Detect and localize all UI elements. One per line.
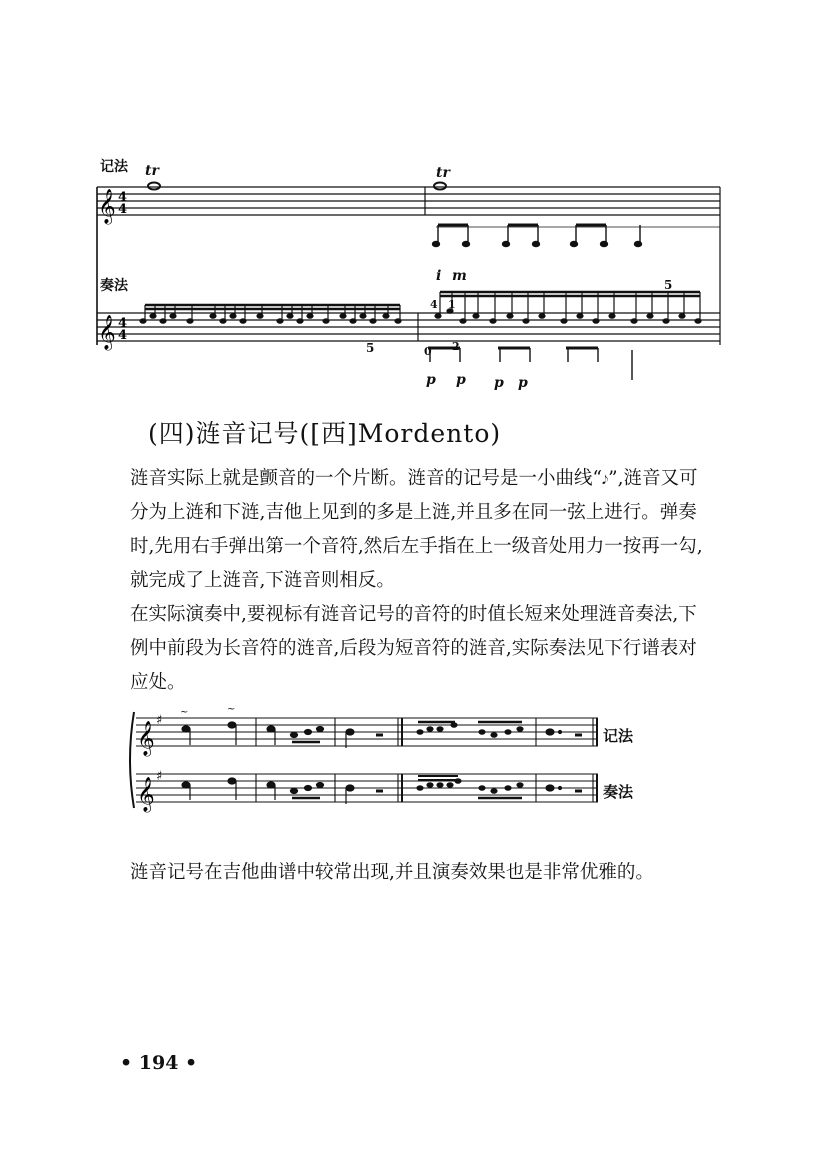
body-text	[130, 462, 715, 598]
section-heading: (四)涟音记号([西]Mordento)	[148, 419, 502, 448]
treble-clef: 𝄞	[98, 189, 116, 224]
pluck-p: p	[518, 375, 528, 391]
time-sig: 4	[118, 316, 128, 331]
svg-text:𝄞: 𝄞	[137, 777, 155, 812]
body-text	[130, 598, 715, 700]
finger-i: i	[436, 268, 442, 284]
pluck-p: p	[426, 372, 436, 388]
treble-clef: 𝄞	[98, 315, 116, 350]
svg-text:~: ~	[180, 707, 189, 718]
svg-text:𝄞: 𝄞	[137, 721, 155, 756]
finger-m: m	[452, 268, 467, 284]
notation-label: 记法	[603, 727, 634, 745]
fingering-number: 5	[664, 278, 673, 292]
performance-label: 奏法	[603, 783, 634, 801]
svg-text:♯: ♯	[156, 769, 163, 784]
eighth-groups	[433, 225, 721, 247]
pluck-p: p	[456, 372, 466, 388]
trill-mark: tr	[436, 165, 450, 181]
fingering-number: 0	[424, 345, 432, 358]
fingering-number: 1	[448, 298, 456, 311]
page-number: • 194 •	[120, 1052, 198, 1074]
whole-note	[148, 183, 160, 190]
performance-staff	[97, 313, 720, 341]
whole-note	[434, 183, 446, 190]
time-sig: 4	[118, 202, 128, 217]
trill-example-score	[0, 0, 824, 400]
fingering-number: 2	[452, 340, 460, 353]
pluck-p: p	[494, 375, 504, 391]
body-text	[130, 856, 715, 890]
fingering-number: 5	[366, 341, 375, 355]
paragraph: 在实际演奏中,要视标有涟音记号的音符的时值长短来处理涟音奏法,下例中前段为长音符的涟音,后段为短音符的涟音,实际奏法见下行谱表对应处。	[130, 604, 697, 693]
performance-label: 奏法	[100, 278, 128, 294]
notation-label: 记法	[100, 159, 128, 175]
paragraph: 涟音记号在吉他曲谱中较常出现,并且演奏效果也是非常优雅的。	[130, 862, 654, 883]
trill-mark: tr	[145, 163, 159, 179]
svg-text:♯: ♯	[156, 713, 163, 728]
paragraph: 涟音实际上就是颤音的一个片断。涟音的记号是一小曲线“𝆕”,涟音又可分为上涟和下涟,吉他上见到的多是上涟,并且多在同一弦上进行。弹奏时,先用右手弹出第一个音符,然后左手指在上一级音处用力一按再一勾,就完成了上涟音,下涟音则相反。	[130, 468, 703, 591]
time-sig: 4	[118, 190, 128, 205]
svg-text:~: ~	[227, 704, 236, 715]
sixteenth-run	[435, 292, 701, 323]
time-sig: 4	[118, 328, 128, 343]
fingering-number: 4	[430, 298, 438, 311]
